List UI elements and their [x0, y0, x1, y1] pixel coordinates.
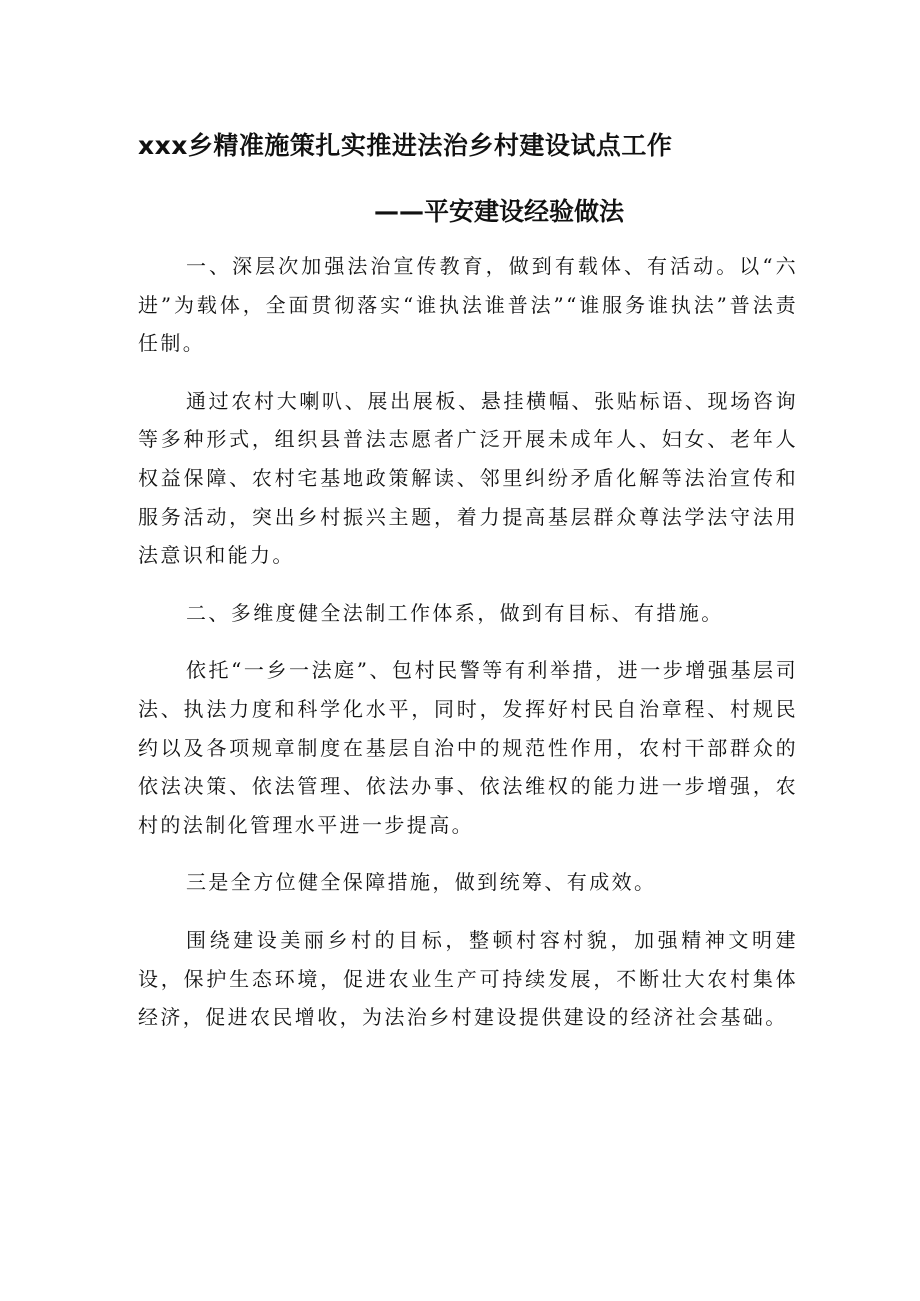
paragraph-5: 三是全方位健全保障措施，做到统筹、有成效。 [186, 870, 657, 895]
paragraph-1: 一、深层次加强法治宣传教育，做到有载体、有活动。以“六进”为载体，全面贯彻落实“谁执法谁普法”“谁服务谁执法”普法责任制。 [138, 254, 798, 356]
paragraph-6: 围绕建设美丽乡村的目标，整顿村容村貌，加强精神文明建设，保护生态环境，促进农业生产可持续发展，不断壮大农村集体经济，促进农民增收，为法治乡村建设提供建设的经济社会基础。 [138, 927, 798, 1030]
document-title: xxx乡精准施策扎实推进法治乡村建设试点工作 [138, 131, 673, 160]
document-subtitle: ——平安建设经验做法 [374, 197, 625, 226]
paragraph-3: 二、多维度健全法制工作体系，做到有目标、有措施。 [186, 600, 724, 625]
document-body [138, 247, 798, 1056]
paragraph-2: 通过农村大喇叭、展出展板、悬挂横幅、张贴标语、现场咨询等多种形式，组织县普法志愿者广泛开展未成年人、妇女、老年人权益保障、农村宅基地政策解读、邻里纠纷矛盾化解等法治宣传和服务活动，突出乡村振兴主题，着力提高基层群众尊法学法守法用法意识和能力。 [138, 388, 798, 568]
paragraph-4: 依托“一乡一法庭”、包村民警等有利举措，进一步增强基层司法、执法力度和科学化水平，同时，发挥好村民自治章程、村规民约以及各项规章制度在基层自治中的规范性作用，农村干部群众的依法决策、依法管理、依法办事、依法维权的能力进一步增强，农村的法制化管理水平进一步提高。 [138, 658, 798, 837]
